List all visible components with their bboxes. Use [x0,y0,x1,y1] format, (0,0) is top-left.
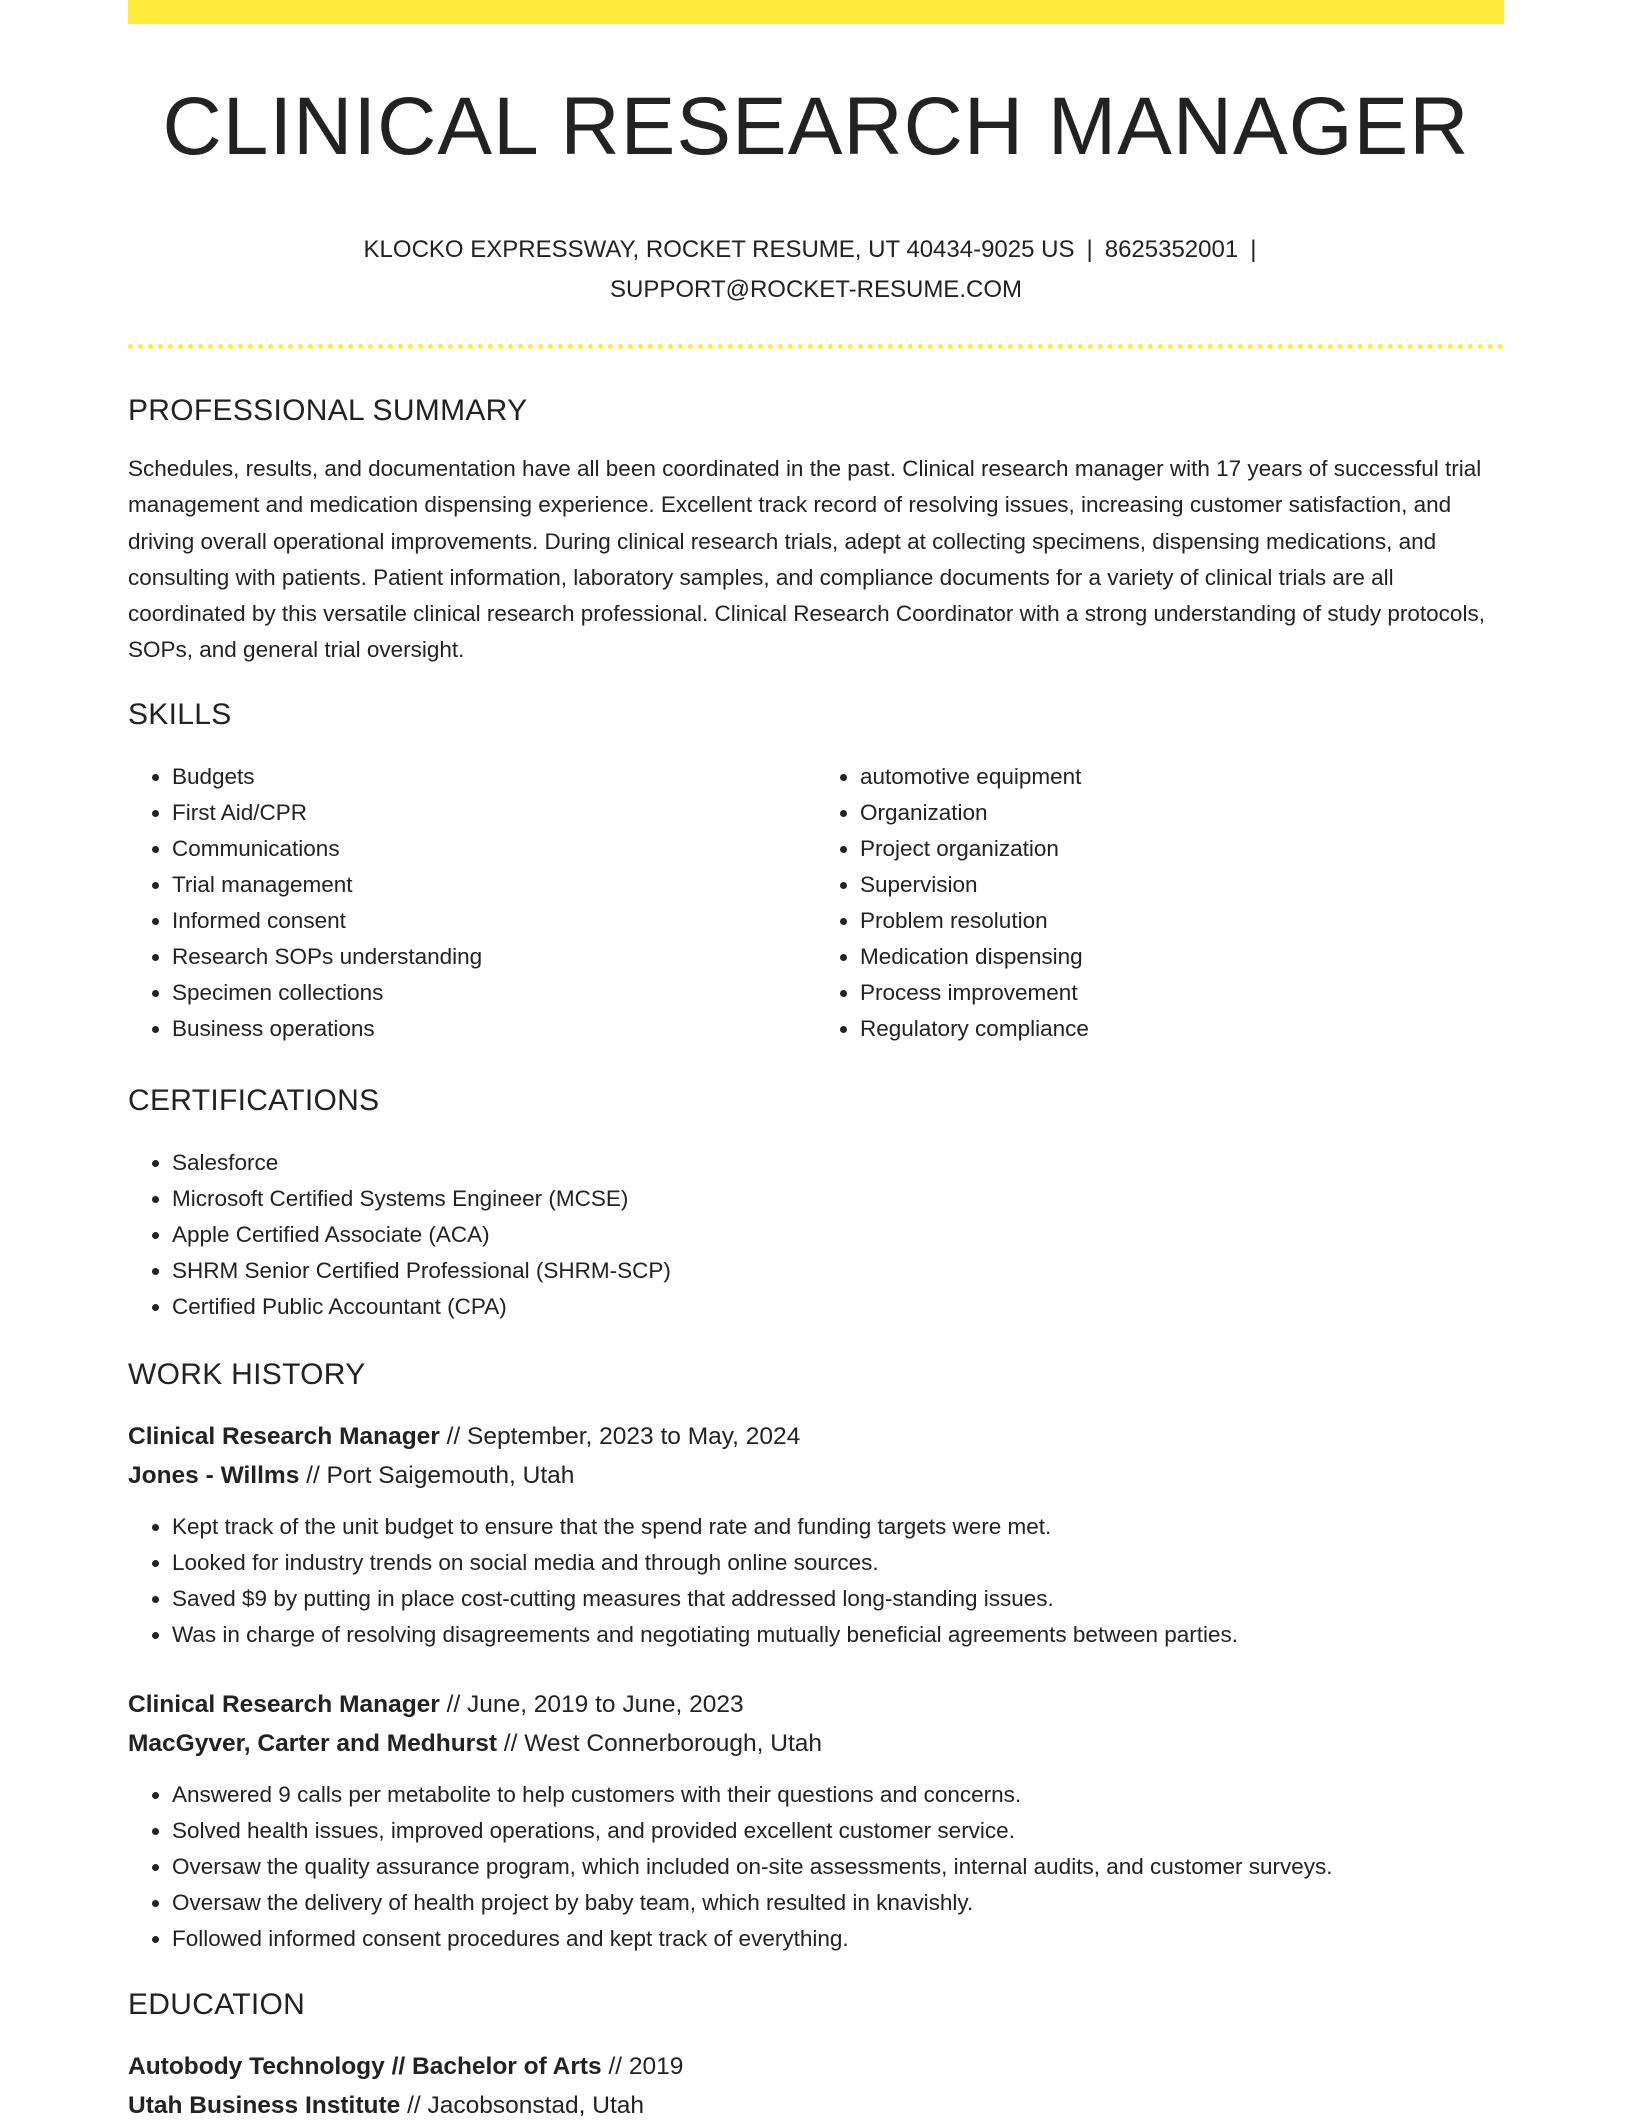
job-company: MacGyver, Carter and Medhurst [128,1729,497,1757]
separator: | [1086,236,1093,263]
certification-item: • SHRM Senior Certified Professional (SHRM-SCP) [172,1253,1504,1289]
skill-item: • Research SOPs understanding [172,939,816,975]
job-bullets [128,1777,1504,1957]
separator: | [1250,236,1257,263]
job-bullet: • Solved health issues, improved operations, and provided excellent customer service. [172,1813,1504,1849]
email-link[interactable]: SUPPORT@ROCKET-RESUME.COM [610,276,1022,303]
job-company-line [128,1456,1504,1495]
certifications-list [128,1145,1504,1325]
certifications-heading: CERTIFICATIONS [128,1083,380,1117]
job-location: // Port Saigemouth, Utah [306,1461,575,1489]
skill-item: • Problem resolution [860,903,1504,939]
skill-item: • Organization [860,795,1504,831]
address: KLOCKO EXPRESSWAY, ROCKET RESUME, UT 40434-9025 US [363,236,1075,263]
job-bullet: • Oversaw the delivery of health project by baby team, which resulted in knavishly. [172,1885,1504,1921]
skill-item: • Medication dispensing [860,939,1504,975]
resume-page [128,0,1504,2125]
job-bullet: • Followed informed consent procedures and kept track of everything. [172,1921,1504,1957]
summary-text: Schedules, results, and documentation have all been coordinated in the past. Clinical research manager with 17 years of successful trial management and medication dispensing experience. Excellent track record of resolving issues, increasing customer satisfaction, and driving overall operational improvements. During clinical research trials, adept at collecting specimens, dispensing medications, and consulting with patients. Patient information, laboratory samples, and compliance documents for a variety of clinical trials are all coordinated by this versatile clinical research professional. Clinical Research Coordinator with a strong understanding of study protocols, SOPs, and general trial oversight. [128,456,1485,663]
skill-item: • Specimen collections [172,975,816,1011]
skill-item: • Process improvement [860,975,1504,1011]
education-degree: Autobody Technology // Bachelor of Arts [128,2052,602,2080]
dotted-divider [128,344,1504,349]
skill-item: • Project organization [860,831,1504,867]
skills-heading: SKILLS [128,697,232,731]
certification-item: • Salesforce [172,1145,1504,1181]
job-company-line [128,1724,1504,1763]
skill-item: • First Aid/CPR [172,795,816,831]
job-role: Clinical Research Manager [128,1422,440,1450]
skill-item: • Supervision [860,867,1504,903]
job-company: Jones - Willms [128,1461,300,1489]
job-bullet: • Looked for industry trends on social media and through online sources. [172,1545,1504,1581]
skill-item: • Informed consent [172,903,816,939]
contact-info [128,230,1504,310]
skill-item: • Communications [172,831,816,867]
job-dates: // September, 2023 to May, 2024 [446,1422,801,1450]
skill-item: • automotive equipment [860,759,1504,795]
education-location: // Jacobsonstad, Utah [407,2091,645,2119]
job-entry [128,1685,1504,1957]
job-bullet: • Saved $9 by putting in place cost-cutting measures that addressed long-standing issues. [172,1581,1504,1617]
job-bullets [128,1509,1504,1653]
education-entry [128,2047,1504,2125]
education-heading: EDUCATION [128,1987,306,2021]
job-entry [128,1417,1504,1653]
job-role: Clinical Research Manager [128,1690,440,1718]
job-dates: // June, 2019 to June, 2023 [446,1690,744,1718]
work-history-heading: WORK HISTORY [128,1357,366,1391]
skill-item: • Budgets [172,759,816,795]
skill-item: • Business operations [172,1011,816,1047]
skills-columns [128,759,1504,1047]
job-role-line [128,1685,1504,1724]
job-location: // West Connerborough, Utah [503,1729,823,1757]
job-bullet: • Was in charge of resolving disagreements and negotiating mutually beneficial agreements between parties. [172,1617,1504,1653]
phone: 8625352001 [1104,236,1239,263]
skills-left-list [128,759,816,1047]
certification-item: • Microsoft Certified Systems Engineer (MCSE) [172,1181,1504,1217]
job-role-line [128,1417,1504,1456]
accent-bar [128,0,1504,24]
job-bullet: • Answered 9 calls per metabolite to help customers with their questions and concerns. [172,1777,1504,1813]
job-bullet: • Kept track of the unit budget to ensure that the spend rate and funding targets were met. [172,1509,1504,1545]
certification-item: • Certified Public Accountant (CPA) [172,1289,1504,1325]
skill-item: • Trial management [172,867,816,903]
job-bullet: • Oversaw the quality assurance program, which included on-site assessments, internal audits, and customer surveys. [172,1849,1504,1885]
certification-item: • Apple Certified Associate (ACA) [172,1217,1504,1253]
education-degree-line [128,2047,1504,2086]
education-school: Utah Business Institute [128,2091,401,2119]
summary-heading: PROFESSIONAL SUMMARY [128,394,528,427]
education-year: // 2019 [608,2052,684,2080]
education-school-line [128,2086,1504,2125]
resume-title: CLINICAL RESEARCH MANAGER [162,81,1470,172]
skill-item: • Regulatory compliance [860,1011,1504,1047]
skills-right-list [816,759,1504,1047]
